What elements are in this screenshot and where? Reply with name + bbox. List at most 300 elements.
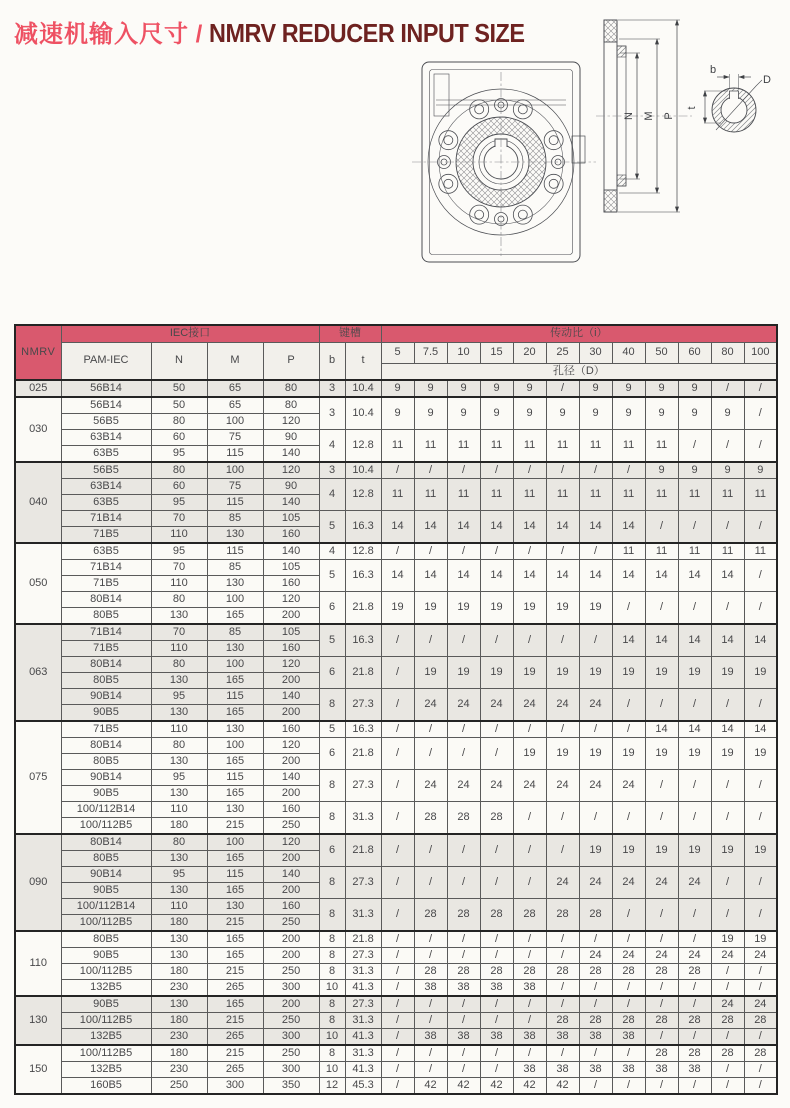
bore-diameter-cell: / — [447, 996, 480, 1013]
t-cell: 21.8 — [345, 834, 381, 867]
n-cell: 70 — [151, 624, 207, 641]
spec-table-head — [15, 325, 777, 380]
reducer-technical-drawing — [404, 4, 782, 310]
header-ratio-value: 7.5 — [414, 343, 447, 364]
bore-diameter-cell: 28 — [546, 964, 579, 980]
n-cell: 80 — [151, 657, 207, 673]
bolt-hole-icon — [439, 131, 458, 150]
b-cell: 6 — [319, 592, 345, 625]
bore-diameter-cell: / — [447, 834, 480, 867]
n-cell: 110 — [151, 641, 207, 657]
bolt-hole-icon — [475, 105, 484, 114]
bore-diameter-cell: 42 — [546, 1078, 579, 1095]
m-cell: 165 — [207, 996, 263, 1013]
t-cell: 27.3 — [345, 770, 381, 802]
bore-diameter-cell: 11 — [678, 543, 711, 560]
pam-cell: 80B5 — [61, 931, 151, 948]
n-cell: 60 — [151, 430, 207, 446]
bore-diameter-cell: / — [513, 721, 546, 738]
bore-diameter-cell: 19 — [447, 657, 480, 689]
bore-diameter-cell: / — [513, 624, 546, 657]
bore-diameter-cell: / — [612, 592, 645, 625]
m-cell: 85 — [207, 511, 263, 527]
bolt-hole-icon — [513, 100, 532, 119]
table-row — [15, 1062, 777, 1078]
table-row — [15, 479, 777, 495]
p-cell: 160 — [263, 527, 319, 544]
bore-diameter-cell: / — [612, 996, 645, 1013]
bore-diameter-cell: / — [612, 802, 645, 835]
bore-diameter-cell: / — [711, 592, 744, 625]
bore-diameter-cell: / — [480, 1062, 513, 1078]
bore-diameter-cell: / — [513, 867, 546, 899]
bore-diameter-cell: 11 — [414, 430, 447, 463]
table-row — [15, 380, 777, 397]
pam-cell: 56B5 — [61, 462, 151, 479]
bore-diameter-cell: 19 — [513, 738, 546, 770]
bore-diameter-cell: 19 — [711, 931, 744, 948]
m-cell: 65 — [207, 380, 263, 397]
t-cell: 12.8 — [345, 430, 381, 463]
bore-diameter-cell: 19 — [678, 738, 711, 770]
bore-diameter-cell: 9 — [447, 380, 480, 397]
header-n: N — [151, 343, 207, 381]
bore-diameter-cell: 28 — [513, 964, 546, 980]
bore-diameter-cell: 11 — [744, 479, 777, 511]
bore-diameter-cell: / — [414, 462, 447, 479]
bore-diameter-cell: / — [513, 1013, 546, 1029]
n-cell: 130 — [151, 705, 207, 722]
bore-diameter-cell: / — [480, 867, 513, 899]
bore-diameter-cell: 28 — [546, 899, 579, 932]
bore-diameter-cell: / — [678, 1078, 711, 1095]
bore-diameter-cell: 28 — [480, 964, 513, 980]
bore-diameter-cell: 38 — [513, 1062, 546, 1078]
bore-diameter-cell: 9 — [480, 397, 513, 430]
t-cell: 27.3 — [345, 689, 381, 722]
bore-diameter-cell: 19 — [678, 834, 711, 867]
bore-diameter-cell: 38 — [546, 1062, 579, 1078]
bore-diameter-cell: 24 — [645, 867, 678, 899]
bore-diameter-cell: / — [711, 899, 744, 932]
bore-diameter-cell: 24 — [711, 996, 744, 1013]
bore-diameter-cell: / — [744, 380, 777, 397]
bore-diameter-cell: 19 — [447, 592, 480, 625]
m-cell: 115 — [207, 543, 263, 560]
bore-diameter-cell: 24 — [678, 948, 711, 964]
bore-diameter-cell: 38 — [612, 1029, 645, 1046]
bore-diameter-cell: 24 — [480, 770, 513, 802]
bore-diameter-cell: 28 — [645, 1013, 678, 1029]
p-cell: 140 — [263, 689, 319, 705]
m-cell: 265 — [207, 1029, 263, 1046]
p-cell: 200 — [263, 851, 319, 867]
bore-diameter-cell: 24 — [579, 689, 612, 722]
p-cell: 250 — [263, 915, 319, 932]
bore-diameter-cell: / — [447, 624, 480, 657]
bore-diameter-cell: / — [381, 802, 414, 835]
bore-diameter-cell: 19 — [744, 738, 777, 770]
pam-cell: 80B5 — [61, 851, 151, 867]
pam-cell: 100/112B5 — [61, 1013, 151, 1029]
n-cell: 130 — [151, 851, 207, 867]
bolt-hole-icon — [513, 205, 532, 224]
b-cell: 8 — [319, 996, 345, 1013]
bore-diameter-cell: 19 — [579, 657, 612, 689]
n-cell: 95 — [151, 689, 207, 705]
bore-diameter-cell: / — [711, 1078, 744, 1095]
bore-diameter-cell: / — [513, 1045, 546, 1062]
pam-cell: 56B14 — [61, 397, 151, 414]
bore-diameter-cell: 24 — [612, 867, 645, 899]
table-row — [15, 738, 777, 754]
bore-diameter-cell: / — [645, 899, 678, 932]
t-cell: 41.3 — [345, 980, 381, 997]
p-cell: 90 — [263, 430, 319, 446]
pam-cell: 100/112B5 — [61, 1045, 151, 1062]
bore-diameter-cell: / — [381, 964, 414, 980]
table-row — [15, 721, 777, 738]
bore-diameter-cell: / — [381, 1062, 414, 1078]
bore-diameter-cell: 19 — [579, 834, 612, 867]
table-row — [15, 511, 777, 527]
pam-cell: 90B5 — [61, 996, 151, 1013]
bore-diameter-cell: / — [678, 802, 711, 835]
m-cell: 115 — [207, 867, 263, 883]
t-cell: 16.3 — [345, 624, 381, 657]
m-cell: 215 — [207, 964, 263, 980]
t-cell: 12.8 — [345, 543, 381, 560]
bore-diameter-cell: / — [447, 867, 480, 899]
bore-diameter-cell: 11 — [447, 479, 480, 511]
p-cell: 80 — [263, 380, 319, 397]
table-row — [15, 948, 777, 964]
p-cell: 250 — [263, 964, 319, 980]
bore-diameter-cell: 9 — [711, 462, 744, 479]
m-cell: 215 — [207, 1013, 263, 1029]
n-cell: 110 — [151, 899, 207, 915]
bore-diameter-cell: 28 — [711, 1045, 744, 1062]
bore-diameter-cell: 19 — [480, 657, 513, 689]
bore-diameter-cell: / — [513, 462, 546, 479]
bolt-hole-icon — [444, 136, 453, 145]
bore-diameter-cell: 11 — [612, 430, 645, 463]
m-cell: 100 — [207, 738, 263, 754]
pam-cell: 71B5 — [61, 721, 151, 738]
bore-diameter-cell: 28 — [447, 899, 480, 932]
t-cell: 31.3 — [345, 802, 381, 835]
bore-diameter-cell: 9 — [381, 380, 414, 397]
table-row — [15, 397, 777, 414]
t-cell: 27.3 — [345, 948, 381, 964]
t-cell: 41.3 — [345, 1029, 381, 1046]
t-cell: 10.4 — [345, 380, 381, 397]
m-cell: 265 — [207, 980, 263, 997]
bore-diameter-cell: 28 — [645, 1045, 678, 1062]
b-cell: 3 — [319, 462, 345, 479]
bore-diameter-cell: 24 — [414, 689, 447, 722]
bore-diameter-cell: / — [546, 980, 579, 997]
p-cell: 250 — [263, 1045, 319, 1062]
bore-diameter-cell: 24 — [447, 689, 480, 722]
bore-diameter-cell: 11 — [546, 479, 579, 511]
bore-diameter-cell: / — [381, 462, 414, 479]
bore-diameter-cell: / — [612, 899, 645, 932]
header-ratio-value: 100 — [744, 343, 777, 364]
bolt-hole-icon — [544, 174, 563, 193]
bore-diameter-cell: / — [447, 721, 480, 738]
bore-diameter-cell: / — [480, 996, 513, 1013]
bore-diameter-cell: / — [678, 592, 711, 625]
model-cell: 040 — [15, 462, 61, 543]
bore-diameter-cell: / — [612, 931, 645, 948]
table-row — [15, 1029, 777, 1046]
bore-diameter-cell: / — [381, 624, 414, 657]
bore-diameter-cell: / — [546, 802, 579, 835]
bore-diameter-cell: 28 — [744, 1045, 777, 1062]
bore-diameter-cell: / — [381, 899, 414, 932]
bore-diameter-cell: 14 — [579, 511, 612, 544]
p-cell: 160 — [263, 576, 319, 592]
bore-diameter-cell: 14 — [711, 721, 744, 738]
p-cell: 160 — [263, 899, 319, 915]
b-cell: 12 — [319, 1078, 345, 1095]
model-cell: 025 — [15, 380, 61, 397]
bore-diameter-cell: 38 — [612, 1062, 645, 1078]
header-ratio-value: 25 — [546, 343, 579, 364]
bore-diameter-cell: / — [711, 802, 744, 835]
bore-diameter-cell: / — [480, 931, 513, 948]
table-row — [15, 462, 777, 479]
m-cell: 130 — [207, 641, 263, 657]
n-cell: 180 — [151, 915, 207, 932]
p-cell: 350 — [263, 1078, 319, 1095]
pam-cell: 63B14 — [61, 430, 151, 446]
bore-diameter-cell: 24 — [645, 948, 678, 964]
bore-diameter-cell: / — [414, 1062, 447, 1078]
bore-diameter-cell: / — [513, 996, 546, 1013]
bore-diameter-cell: / — [480, 834, 513, 867]
n-cell: 95 — [151, 495, 207, 511]
bore-diameter-cell: 24 — [579, 770, 612, 802]
p-cell: 300 — [263, 980, 319, 997]
bore-diameter-cell: 38 — [678, 1062, 711, 1078]
bore-diameter-cell: / — [612, 721, 645, 738]
bore-diameter-cell: / — [579, 462, 612, 479]
bore-diameter-cell: 11 — [579, 430, 612, 463]
bore-diameter-cell: / — [381, 721, 414, 738]
p-cell: 105 — [263, 560, 319, 576]
pam-cell: 132B5 — [61, 1029, 151, 1046]
bore-diameter-cell: 9 — [645, 462, 678, 479]
bore-diameter-cell: 11 — [744, 543, 777, 560]
bore-diameter-cell: / — [513, 543, 546, 560]
pam-cell: 63B5 — [61, 543, 151, 560]
bore-diameter-cell: / — [381, 996, 414, 1013]
bore-diameter-cell: 19 — [513, 657, 546, 689]
p-cell: 80 — [263, 397, 319, 414]
bolt-hole-icon — [444, 179, 453, 188]
bore-diameter-cell: 28 — [612, 1013, 645, 1029]
bore-diameter-cell: 19 — [513, 592, 546, 625]
bore-diameter-cell: / — [381, 1045, 414, 1062]
n-cell: 95 — [151, 770, 207, 786]
m-cell: 165 — [207, 883, 263, 899]
bore-diameter-cell: 24 — [579, 867, 612, 899]
t-cell: 31.3 — [345, 964, 381, 980]
bore-diameter-cell: 14 — [744, 721, 777, 738]
header-pam-iec: PAM-IEC — [61, 343, 151, 381]
bore-diameter-cell: 28 — [447, 964, 480, 980]
pam-cell: 63B5 — [61, 495, 151, 511]
pam-cell: 132B5 — [61, 1062, 151, 1078]
header-ratio-value: 40 — [612, 343, 645, 364]
bore-diameter-cell: / — [711, 770, 744, 802]
bore-diameter-cell: / — [381, 948, 414, 964]
bore-diameter-cell: 9 — [579, 380, 612, 397]
p-cell: 140 — [263, 867, 319, 883]
bolt-hole-icon — [518, 210, 527, 219]
n-cell: 130 — [151, 673, 207, 689]
n-cell: 130 — [151, 786, 207, 802]
pam-cell: 90B14 — [61, 689, 151, 705]
t-cell: 16.3 — [345, 511, 381, 544]
n-cell: 80 — [151, 592, 207, 608]
bore-diameter-cell: / — [447, 543, 480, 560]
pam-cell: 90B5 — [61, 883, 151, 899]
bore-diameter-cell: 9 — [612, 397, 645, 430]
bore-diameter-cell: 14 — [579, 560, 612, 592]
bore-diameter-cell: 28 — [711, 1013, 744, 1029]
table-row — [15, 1045, 777, 1062]
bore-diameter-cell: / — [678, 689, 711, 722]
bore-diameter-cell: 11 — [645, 479, 678, 511]
bore-diameter-cell: 19 — [612, 738, 645, 770]
bore-diameter-cell: 28 — [612, 964, 645, 980]
pam-cell: 71B14 — [61, 511, 151, 527]
bore-diameter-cell: 14 — [414, 511, 447, 544]
model-cell: 030 — [15, 397, 61, 462]
b-cell: 5 — [319, 624, 345, 657]
bore-diameter-cell: / — [678, 511, 711, 544]
b-cell: 6 — [319, 657, 345, 689]
m-cell: 165 — [207, 754, 263, 770]
bore-diameter-cell: 9 — [414, 397, 447, 430]
pam-cell: 80B14 — [61, 657, 151, 673]
header-ratio-value: 80 — [711, 343, 744, 364]
header-ratio-value: 10 — [447, 343, 480, 364]
bore-diameter-cell: 19 — [645, 834, 678, 867]
bore-diameter-cell: 24 — [744, 948, 777, 964]
bore-diameter-cell: 28 — [678, 1045, 711, 1062]
bore-diameter-cell: / — [513, 834, 546, 867]
p-cell: 140 — [263, 446, 319, 463]
bore-diameter-cell: 9 — [513, 397, 546, 430]
bore-diameter-cell: / — [645, 1078, 678, 1095]
t-cell: 21.8 — [345, 931, 381, 948]
n-cell: 50 — [151, 397, 207, 414]
table-row — [15, 560, 777, 576]
bore-diameter-cell: / — [711, 1029, 744, 1046]
b-cell: 8 — [319, 802, 345, 835]
p-cell: 140 — [263, 495, 319, 511]
t-cell: 21.8 — [345, 738, 381, 770]
bore-diameter-cell: 14 — [447, 560, 480, 592]
bolt-hole-icon — [475, 210, 484, 219]
t-cell: 41.3 — [345, 1062, 381, 1078]
bore-diameter-cell: 38 — [480, 980, 513, 997]
bore-diameter-cell: / — [447, 738, 480, 770]
bore-diameter-cell: / — [447, 462, 480, 479]
bore-diameter-cell: / — [480, 624, 513, 657]
bore-diameter-cell: 38 — [645, 1062, 678, 1078]
bore-diameter-cell: / — [744, 511, 777, 544]
bore-diameter-cell: / — [711, 980, 744, 997]
b-cell: 8 — [319, 899, 345, 932]
n-cell: 110 — [151, 802, 207, 818]
p-cell: 200 — [263, 996, 319, 1013]
dim-label-m: M — [643, 111, 655, 121]
model-cell: 063 — [15, 624, 61, 721]
model-cell: 090 — [15, 834, 61, 931]
b-cell: 4 — [319, 543, 345, 560]
bore-diameter-cell: 24 — [546, 867, 579, 899]
bore-diameter-cell: / — [381, 1078, 414, 1095]
m-cell: 165 — [207, 786, 263, 802]
bore-diameter-cell: / — [612, 462, 645, 479]
dim-label-d: D — [763, 74, 771, 86]
bore-diameter-cell: 38 — [579, 1029, 612, 1046]
bore-diameter-cell: 28 — [546, 1013, 579, 1029]
pam-cell: 160B5 — [61, 1078, 151, 1095]
pam-cell: 90B5 — [61, 948, 151, 964]
p-cell: 200 — [263, 754, 319, 770]
bore-diameter-cell: 38 — [447, 1029, 480, 1046]
b-cell: 3 — [319, 397, 345, 430]
bore-diameter-cell: 14 — [447, 511, 480, 544]
bore-diameter-cell: / — [414, 834, 447, 867]
bore-diameter-cell: 9 — [744, 462, 777, 479]
bore-diameter-cell: / — [744, 1029, 777, 1046]
bore-diameter-cell: / — [381, 657, 414, 689]
pam-cell: 90B14 — [61, 770, 151, 786]
table-row — [15, 689, 777, 705]
bore-diameter-cell: 38 — [513, 980, 546, 997]
bore-diameter-cell: 9 — [678, 380, 711, 397]
bore-diameter-cell: 28 — [678, 1013, 711, 1029]
bore-diameter-cell: 42 — [414, 1078, 447, 1095]
table-row — [15, 931, 777, 948]
pam-cell: 132B5 — [61, 980, 151, 997]
m-cell: 130 — [207, 527, 263, 544]
table-row — [15, 430, 777, 446]
bore-diameter-cell: / — [645, 931, 678, 948]
table-row — [15, 834, 777, 851]
p-cell: 105 — [263, 624, 319, 641]
bore-diameter-cell: 11 — [546, 430, 579, 463]
bore-diameter-cell: 11 — [645, 543, 678, 560]
p-cell: 120 — [263, 738, 319, 754]
bore-diameter-cell: / — [513, 948, 546, 964]
bore-diameter-cell: 24 — [612, 948, 645, 964]
bore-diameter-cell: / — [447, 1013, 480, 1029]
header-keyway: 键槽 — [319, 325, 381, 343]
header-ratio-value: 5 — [381, 343, 414, 364]
bore-diameter-cell: / — [381, 980, 414, 997]
table-row — [15, 996, 777, 1013]
m-cell: 215 — [207, 818, 263, 835]
bore-diameter-cell: / — [645, 770, 678, 802]
